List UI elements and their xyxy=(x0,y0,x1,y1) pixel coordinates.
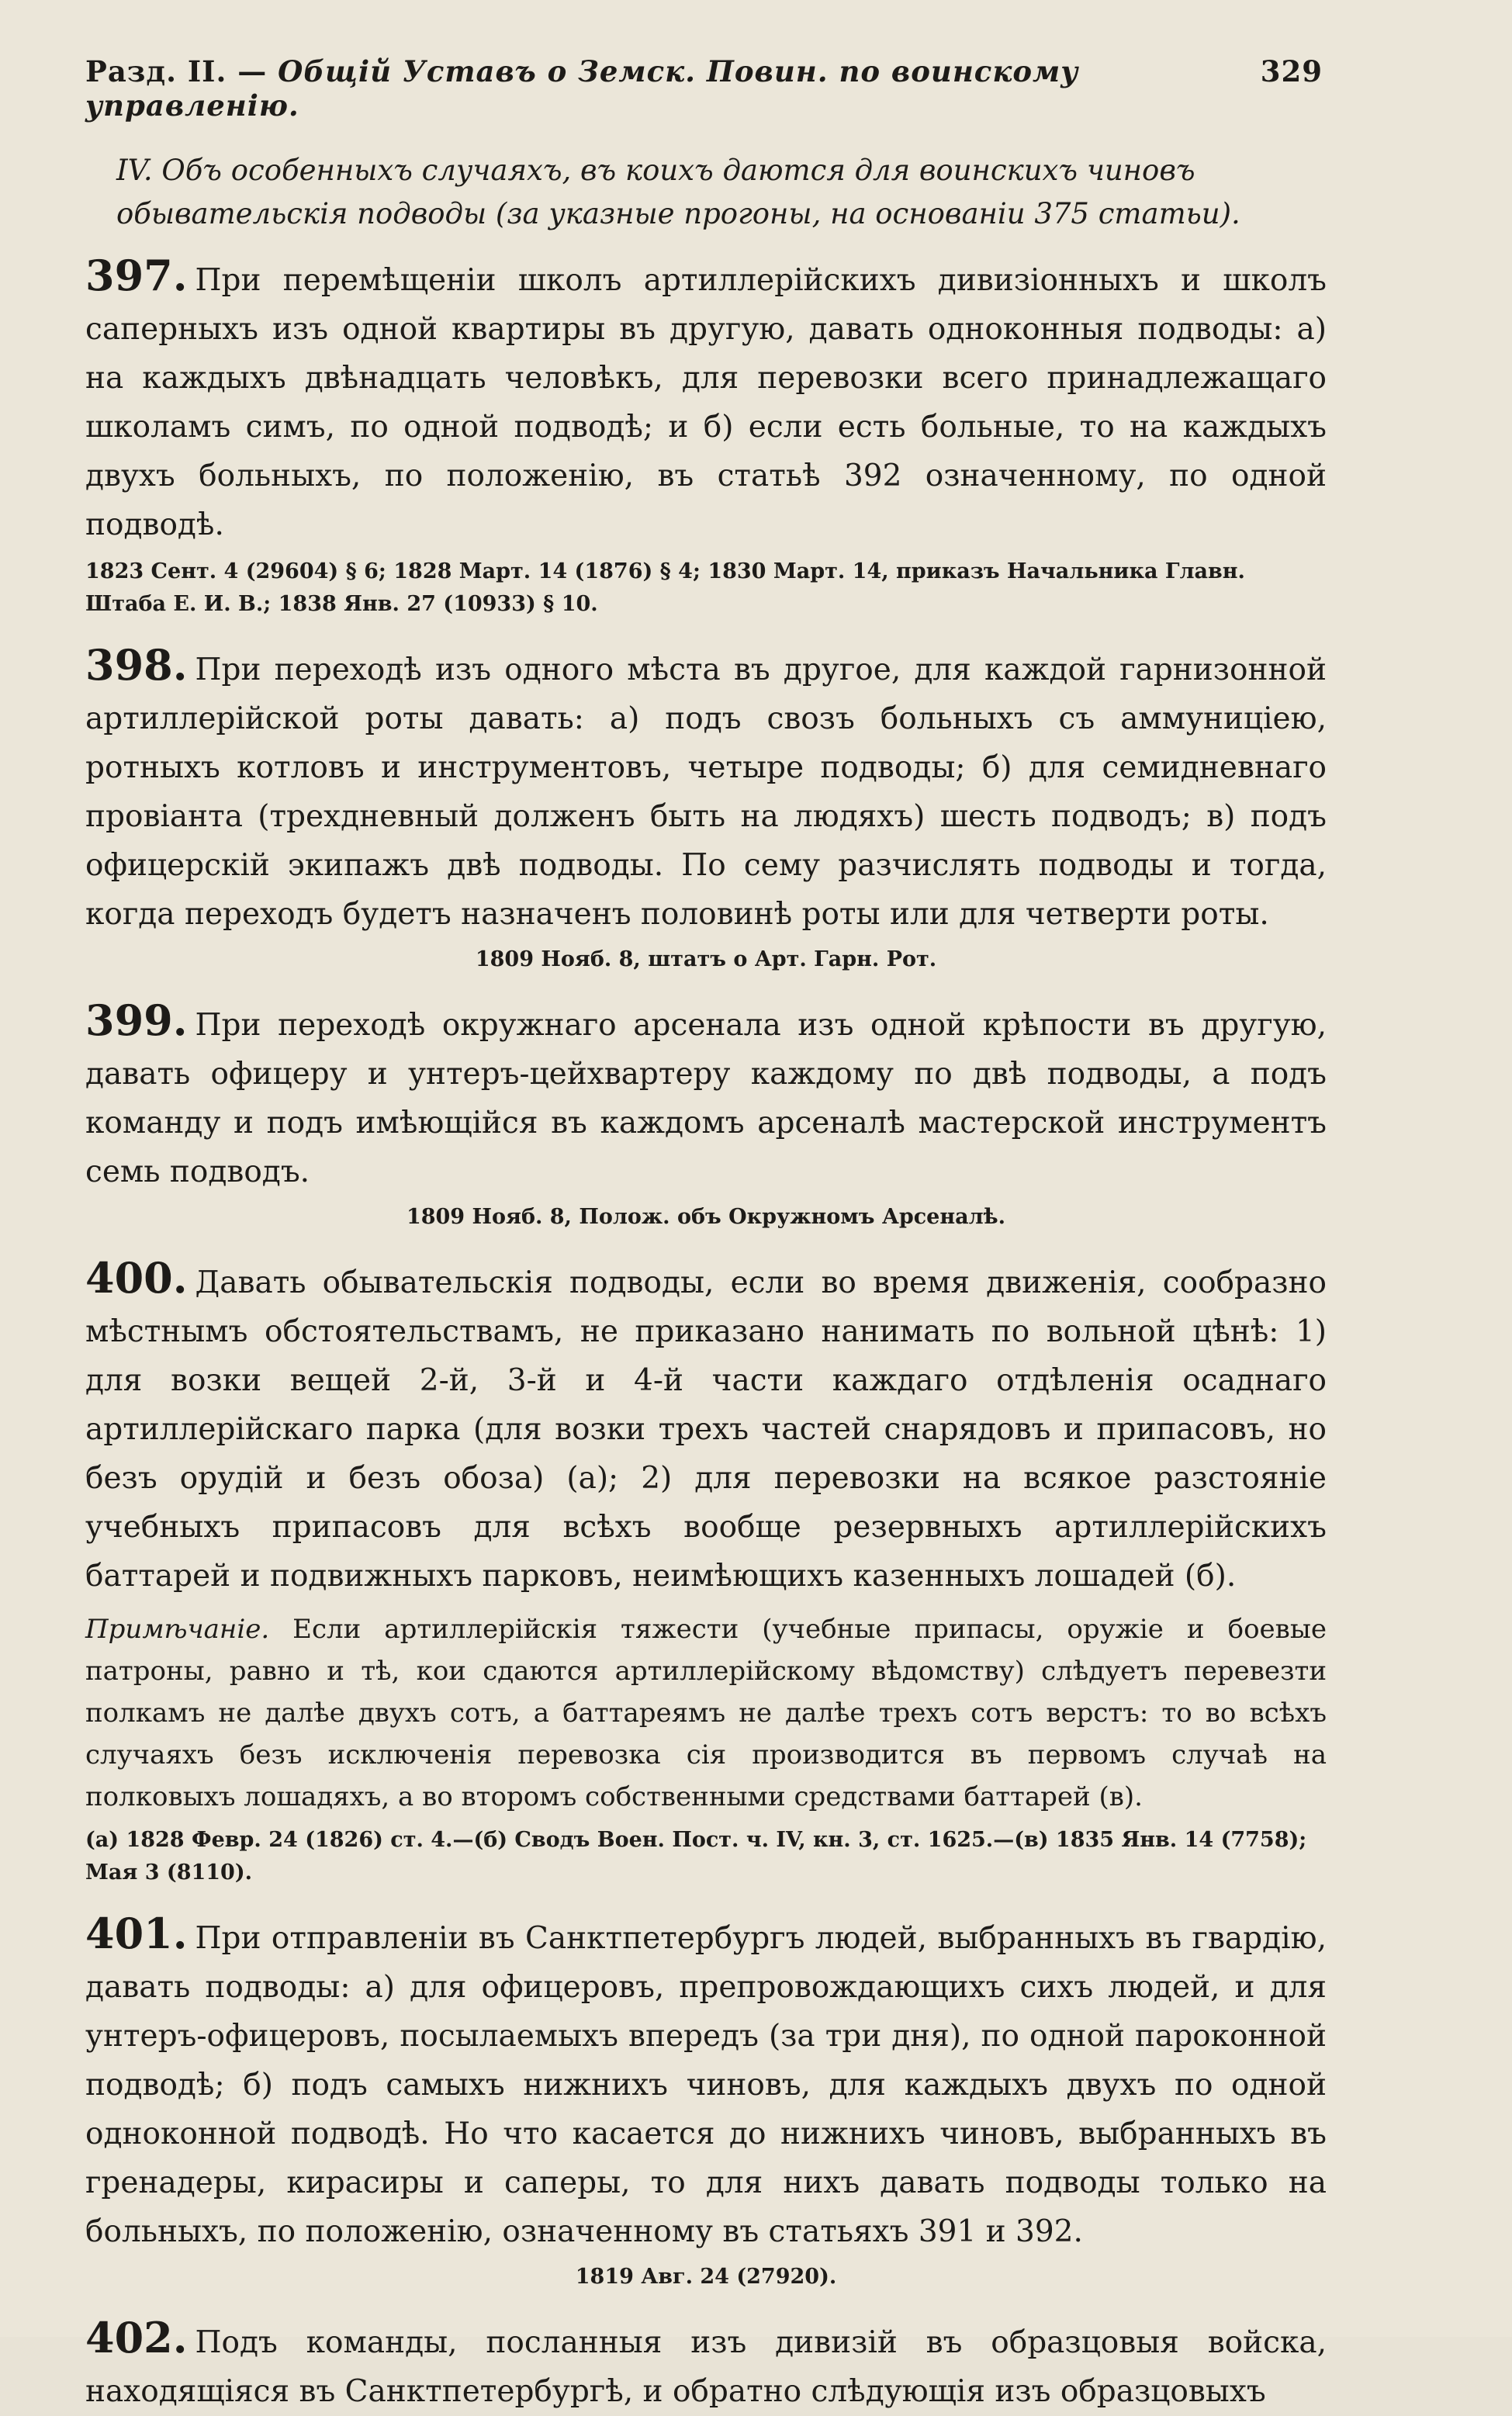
article-source: 1819 Авг. 24 (27920). xyxy=(575,2265,837,2289)
article-text: При переходѣ окружнаго арсенала изъ одной крѣпости въ другую, давать офицеру и унтеръ-цейхвартеру каждому по двѣ подводы, а подъ команду и подъ имѣющійся въ каждомъ арсеналѣ мастерской инструментъ семь подводъ. xyxy=(85,1008,1327,1189)
article-source: 1809 Нояб. 8, Полож. объ Окружномъ Арсеналѣ. xyxy=(406,1205,1006,1229)
note-text: Если артиллерійскія тяжести (учебные припасы, оружіе и боевые патроны, равно и тѣ, кои сдаются артиллерійскому вѣдомству) слѣдуетъ перевезти полкамъ не далѣе двухъ сотъ, а баттареямъ не далѣе трехъ сотъ верстъ: то во всѣхъ случаяхъ безъ исключенія перевозка сія производится въ первомъ случаѣ на полковыхъ лошадяхъ, а во второмъ собственными средствами баттарей (в). xyxy=(85,1614,1327,1812)
article-source: 1823 Сент. 4 (29604) § 6; 1828 Март. 14 (1876) § 4; 1830 Март. 14, приказъ Начальника Главн. Штаба Е. И. В.; 1838 Янв. 27 (10933) § 10. xyxy=(85,559,1245,616)
header-section: Разд. II. — xyxy=(85,54,279,88)
article-note xyxy=(85,1608,1327,1818)
article-number: 399. xyxy=(85,995,188,1045)
article-402 xyxy=(85,2314,1327,2416)
note-label: Примѣчаніе. xyxy=(85,1614,270,1645)
header-title: Общій Уставъ о Земск. Повин. по воинскому управленію. xyxy=(85,54,1079,123)
page-number: 329 xyxy=(1260,54,1323,88)
article-400 xyxy=(85,1254,1327,1601)
article-text: Давать обывательскія подводы, если во время движенія, сообразно мѣстнымъ обстоятельствамъ, не приказано нанимать по вольной цѣнѣ: 1) для возки вещей 2-й, 3-й и 4-й части каждаго отдѣленія осаднаго артиллерійскаго парка (для возки трехъ частей снарядовъ и припасовъ, но безъ орудій и безъ обоза) (а); 2) для перевозки на всякое разстояніе учебныхъ припасовъ для всѣхъ вообще резервныхъ артиллерійскихъ баттарей и подвижныхъ парковъ, неимѣющихъ казенныхъ лошадей (б). xyxy=(85,1265,1327,1594)
article-text: При отправленіи въ Санктпетербургъ людей, выбранныхъ въ гвардію, давать подводы: а) для офицеровъ, препровождающихъ сихъ людей, и для унтеръ-офицеровъ, посылаемыхъ впередъ (за три дня), по одной пароконной подводѣ; б) подъ самыхъ нижнихъ чиновъ, для каждыхъ двухъ по одной одноконной подводѣ. Но что касается до нижнихъ чиновъ, выбранныхъ въ гренадеры, кирасиры и саперы, то для нихъ давать подводы только на больныхъ, по положенію, означенному въ статьяхъ 391 и 392. xyxy=(85,1921,1327,2249)
article-397 xyxy=(85,251,1327,549)
article-number: 402. xyxy=(85,2313,188,2362)
article-number: 400. xyxy=(85,1253,188,1303)
article-number: 397. xyxy=(85,251,188,300)
article-398 xyxy=(85,641,1327,939)
article-number: 398. xyxy=(85,640,188,690)
header-title-block xyxy=(85,54,1261,123)
page-content xyxy=(85,54,1334,2416)
article-401 xyxy=(85,1909,1327,2256)
section-heading: IV. Объ особенныхъ случаяхъ, въ коихъ даются для воинскихъ чиновъ обывательскія подводы (за указные прогоны, на основаніи 375 статьи). xyxy=(116,154,1240,230)
article-source: 1809 Нояб. 8, штатъ о Арт. Гарн. Рот. xyxy=(475,947,937,971)
article-text: При перемѣщеніи школъ артиллерійскихъ дивизіонныхъ и школъ саперныхъ изъ одной квартиры въ другую, давать одноконныя подводы: а) на каждыхъ двѣнадцать человѣкъ, для перевозки всего принадлежащаго школамъ симъ, по одной подводѣ; и б) если есть больные, то на каждыхъ двухъ больныхъ, по положенію, въ статьѣ 392 означенному, по одной подводѣ. xyxy=(85,263,1327,542)
running-header xyxy=(85,54,1323,123)
article-399 xyxy=(85,996,1327,1196)
article-text: При переходѣ изъ одного мѣста въ другое, для каждой гарнизонной артиллерійской роты давать: а) подъ свозъ больныхъ съ аммуниціею, ротныхъ котловъ и инструментовъ, четыре подводы; б) для семидневнаго провіанта (трехдневный долженъ быть на людяхъ) шесть подводъ; в) подъ офицерскій экипажъ двѣ подводы. По сему разчислять подводы и тогда, когда переходъ будетъ назначенъ половинѣ роты или для четверти роты. xyxy=(85,652,1327,932)
article-number: 401. xyxy=(85,1909,188,1958)
article-source: (а) 1828 Февр. 24 (1826) ст. 4.—(б) Сводъ Воен. Пост. ч. IV, кн. 3, ст. 1625.—(в) 1835 Янв. 14 (7758); Мая 3 (8110). xyxy=(85,1828,1307,1885)
article-text: Подъ команды, посланныя изъ дивизій въ образцовыя войска, находящіяся въ Санктпетербургѣ, и обратно слѣдующія изъ образцовыхъ xyxy=(85,2325,1327,2409)
